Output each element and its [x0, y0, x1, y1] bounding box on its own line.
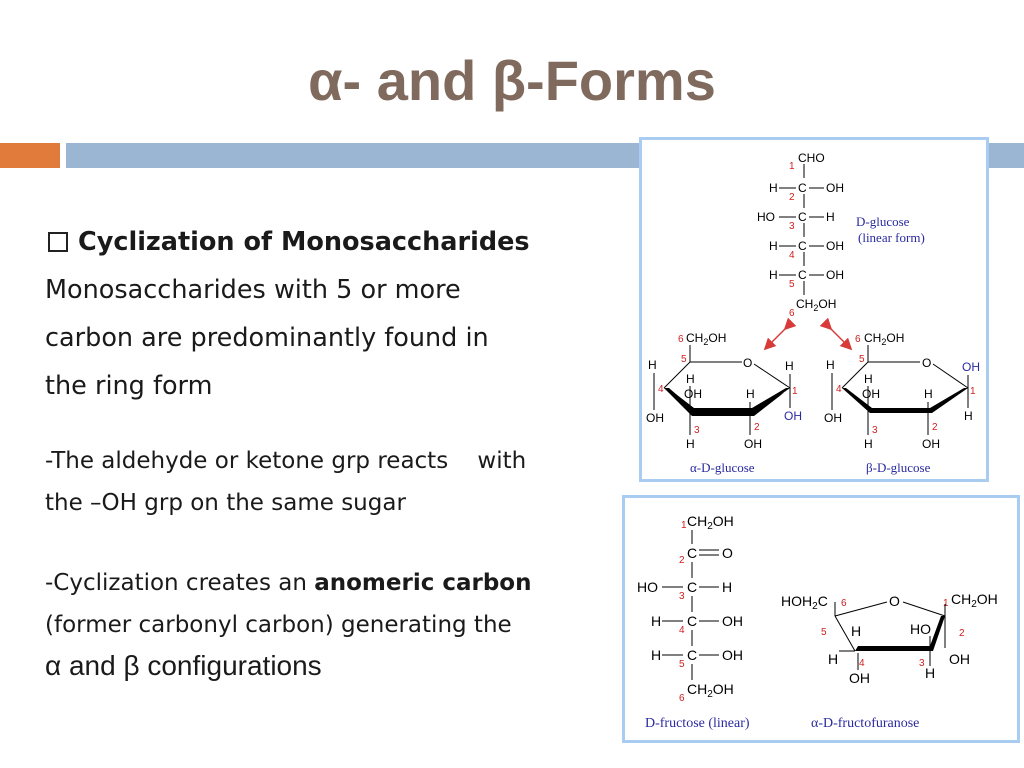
paragraph-3-line-1	[45, 562, 625, 604]
svg-text:H: H	[648, 358, 657, 372]
svg-text:C: C	[687, 647, 698, 663]
svg-text:3: 3	[919, 658, 925, 669]
svg-text:6: 6	[679, 693, 685, 704]
paragraph-2-line-2: the –OH grp on the same sugar	[45, 490, 406, 516]
svg-text:OH: OH	[684, 387, 702, 401]
svg-text:3: 3	[679, 591, 685, 602]
svg-text:H: H	[826, 210, 835, 224]
alpha-glucose-caption: α-D-glucose	[690, 460, 755, 475]
svg-text:OH: OH	[862, 387, 880, 401]
svg-text:HOH2C: $HOH_2C$	[781, 593, 828, 612]
svg-text:OH: OH	[784, 409, 802, 423]
svg-text:4: 4	[679, 625, 685, 636]
svg-text:H: H	[746, 387, 755, 401]
svg-text:CH2OH: $CH_2OH$	[864, 331, 905, 347]
beta-glucose-caption: β-D-glucose	[866, 460, 931, 475]
svg-text:C: C	[687, 545, 698, 561]
svg-text:5: 5	[821, 627, 827, 638]
svg-text:H: H	[925, 665, 936, 681]
svg-text:OH: OH	[849, 670, 870, 686]
svg-text:H: H	[828, 651, 839, 667]
checkbox-bullet-icon	[48, 232, 68, 252]
svg-text:OH: OH	[949, 651, 970, 667]
svg-text:H: H	[864, 437, 873, 451]
svg-text:2: 2	[932, 422, 938, 433]
svg-text:H: H	[651, 613, 662, 629]
svg-text:2: 2	[679, 555, 685, 566]
svg-text:C: C	[798, 239, 807, 253]
svg-text:OH: OH	[826, 181, 844, 195]
accent-bar-orange	[0, 143, 60, 168]
slide-title: α- and β-Forms	[308, 49, 716, 112]
svg-text:6: 6	[855, 334, 861, 345]
bullet-heading-text: Cyclization of Monosaccharides	[78, 227, 530, 257]
svg-text:4: 4	[859, 658, 865, 669]
svg-text:OH: OH	[826, 268, 844, 282]
paragraph-3-line-2: (former carbonyl carbon) generating the	[45, 612, 512, 638]
svg-text:5: 5	[859, 354, 865, 365]
svg-text:OH: OH	[744, 437, 762, 451]
svg-text:OH: OH	[922, 437, 940, 451]
svg-text:5: 5	[789, 279, 795, 290]
cho-label: CHO	[798, 151, 825, 165]
svg-text:H: H	[924, 387, 933, 401]
svg-text:6: 6	[841, 598, 847, 609]
glucose-diagram-panel	[639, 137, 989, 482]
glucose-diagram	[642, 140, 986, 479]
svg-text:OH: OH	[962, 360, 980, 374]
svg-text:4: 4	[658, 384, 664, 395]
fructose-linear-caption: D-fructose (linear)	[645, 716, 750, 731]
svg-text:O: O	[722, 545, 733, 561]
anomeric-carbon-term: anomeric carbon	[314, 570, 532, 596]
svg-text:CH2OH: $CH_2OH$	[687, 513, 734, 532]
svg-text:4: 4	[789, 250, 795, 261]
fructose-diagram	[625, 498, 1017, 740]
bullet-heading	[45, 218, 625, 266]
linear-form-label: (linear form)	[858, 230, 925, 245]
svg-text:H: H	[722, 579, 733, 595]
svg-text:H: H	[864, 372, 873, 386]
svg-text:2: 2	[959, 628, 965, 639]
svg-text:H: H	[769, 239, 778, 253]
paragraph-3-prefix: -Cyclization creates an	[45, 570, 315, 596]
svg-text:1: 1	[789, 161, 795, 172]
paragraph-1-line-1: Monosaccharides with 5 or more	[45, 275, 461, 305]
svg-text:5: 5	[679, 659, 685, 670]
svg-text:CH2OH: $CH_2OH$	[686, 331, 727, 347]
paragraph-1-line-2: carbon are predominantly found in	[45, 323, 489, 353]
svg-text:CH2OH: $CH_2OH$	[687, 681, 734, 700]
svg-text:H: H	[769, 268, 778, 282]
svg-text:O: O	[922, 356, 932, 370]
svg-text:1: 1	[970, 386, 976, 397]
paragraph-3-line-3: α and β configurations	[45, 650, 322, 681]
svg-text:1: 1	[943, 598, 949, 609]
svg-text:C: C	[798, 268, 807, 282]
svg-text:CH2OH: $CH_2OH$	[951, 591, 998, 610]
svg-text:OH: OH	[722, 647, 743, 663]
paragraph-1-line-3: the ring form	[45, 371, 213, 401]
fructofuranose-caption: α-D-fructofuranose	[811, 716, 920, 731]
svg-text:H: H	[826, 358, 835, 372]
svg-text:OH: OH	[646, 411, 664, 425]
beta-glucose-ring	[824, 331, 980, 475]
svg-text:3: 3	[789, 221, 795, 232]
svg-text:5: 5	[681, 354, 687, 365]
svg-text:3: 3	[694, 425, 700, 436]
svg-text:1: 1	[681, 520, 687, 531]
equilibrium-arrow-right	[828, 326, 848, 346]
svg-text:HO: HO	[757, 210, 775, 224]
fructose-diagram-panel	[622, 495, 1020, 743]
svg-text:OH: OH	[722, 613, 743, 629]
svg-text:C: C	[798, 210, 807, 224]
svg-text:H: H	[651, 647, 662, 663]
svg-text:H: H	[851, 623, 862, 639]
svg-text:6: 6	[789, 308, 795, 319]
svg-text:3: 3	[872, 425, 878, 436]
svg-text:2: 2	[789, 192, 795, 203]
equilibrium-arrow-left	[768, 326, 788, 346]
svg-text:H: H	[686, 437, 695, 451]
svg-text:1: 1	[792, 386, 798, 397]
glucose-linear-structure	[757, 151, 925, 319]
svg-text:HO: HO	[910, 621, 931, 637]
svg-text:C: C	[798, 181, 807, 195]
svg-text:OH: OH	[824, 411, 842, 425]
svg-text:6: 6	[678, 334, 684, 345]
svg-text:C: C	[687, 613, 698, 629]
fructose-linear-structure	[637, 513, 750, 731]
paragraph-2-line-1: -The aldehyde or ketone grp reacts with	[45, 448, 527, 474]
svg-text:H: H	[785, 359, 794, 373]
svg-text:O: O	[889, 593, 900, 609]
svg-text:H: H	[769, 181, 778, 195]
slide-body	[45, 218, 625, 686]
svg-text:C: C	[687, 579, 698, 595]
svg-text:H: H	[964, 409, 973, 423]
fructofuranose-ring	[781, 591, 998, 731]
alpha-glucose-ring	[646, 331, 802, 475]
svg-text:H: H	[686, 372, 695, 386]
svg-text:2: 2	[754, 422, 760, 433]
svg-text:HO: HO	[637, 579, 658, 595]
linear-glucose-label: D-glucose	[856, 214, 910, 229]
svg-text:O: O	[743, 356, 753, 370]
svg-text:4: 4	[836, 384, 842, 395]
svg-text:CH2OH: $CH_2OH$	[796, 297, 837, 313]
svg-text:OH: OH	[826, 239, 844, 253]
